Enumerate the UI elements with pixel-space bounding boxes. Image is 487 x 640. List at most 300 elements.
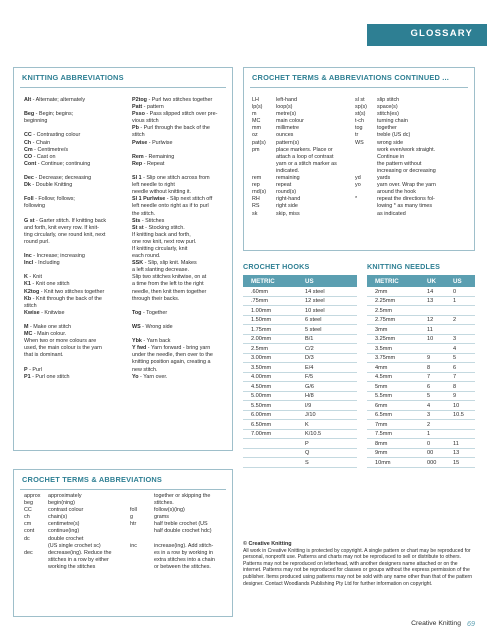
table-row (243, 335, 357, 345)
glossary-row (130, 514, 230, 521)
glossary-entry (132, 281, 232, 288)
glossary-row (24, 543, 134, 550)
table-cell: 9mm (375, 450, 388, 457)
abbreviation-term: rep (252, 182, 260, 189)
abbreviation-definition: together or skipping the (154, 493, 211, 499)
table-cell: 14 steel (305, 288, 325, 295)
table-cell: 5.50mm (251, 402, 272, 409)
abbreviation-definition: - Continue; continuing (36, 160, 91, 167)
glossary-row (252, 196, 362, 203)
crochet-terms-right-column (130, 493, 230, 571)
glossary-entry (24, 140, 128, 147)
glossary-row (130, 507, 230, 514)
column-header-metric: METRIC (251, 278, 275, 285)
abbreviation-term: Psso (132, 111, 145, 118)
glossary-entry (24, 232, 128, 239)
glossary-entry (132, 196, 232, 203)
abbreviation-definition: remaining (276, 175, 300, 182)
abbreviation-term: CC (24, 132, 32, 139)
table-cell: K (305, 421, 309, 428)
abbreviation-definition: the pattern without (377, 160, 422, 167)
abbreviation-definition: - Yarn forward - bring yarn (146, 345, 211, 352)
abbreviation-definition: If knitting back and forth, (132, 231, 191, 238)
table-cell: 12 steel (305, 298, 325, 305)
glossary-entry (132, 104, 232, 111)
abbreviation-definition: - Centimetre/s (32, 146, 69, 153)
abbreviation-definition: round purl. (24, 238, 50, 245)
glossary-entry (24, 324, 128, 331)
table-cell: G/6 (305, 383, 315, 390)
abbreviation-term: t-ch (355, 118, 364, 125)
table-cell: 9 (453, 393, 457, 400)
abbreviation-definition: under the needle, then over to the (132, 352, 213, 359)
abbreviation-definition: - Make one stitch (28, 324, 72, 330)
abbreviation-term: K (24, 274, 28, 281)
table-row (243, 439, 357, 449)
abbreviation-definition: pattern(s) (276, 139, 300, 146)
abbreviation-definition: millimetre (276, 125, 300, 132)
glossary-row (355, 97, 473, 104)
crochet-hooks-title: CROCHET HOOKS (243, 262, 310, 271)
knitting-abbreviations-right-column (132, 97, 232, 381)
abbreviation-definition: - Follow; follows; (33, 196, 75, 203)
table-row (243, 316, 357, 326)
abbreviation-term: cm (24, 521, 32, 528)
divider (20, 489, 226, 490)
table-row (367, 287, 475, 297)
table-row (243, 373, 357, 383)
table-row (367, 401, 475, 411)
crochet-continued-left-column (252, 97, 362, 218)
abbreviation-definition: follow(s)(ing) (154, 507, 185, 514)
abbreviation-term: Alt (24, 97, 32, 103)
abbreviation-definition: half double crochet hdc) (154, 528, 212, 535)
table-cell: 2.00mm (251, 336, 272, 343)
glossary-entry (132, 310, 232, 317)
table-cell: 4.00mm (251, 374, 272, 381)
abbreviation-definition: yards (377, 175, 391, 182)
abbreviation-term: K1 (24, 281, 31, 288)
abbreviation-definition: Slip two stitches knitwise, on at (132, 274, 207, 281)
abbreviation-term: g (130, 514, 133, 521)
table-row (367, 373, 475, 383)
table-row (367, 325, 475, 335)
abbreviation-definition: working the stitches (48, 563, 96, 570)
table-row (367, 344, 475, 354)
table-cell: 12 (427, 317, 434, 324)
abbreviation-term: CO (24, 153, 33, 160)
abbreviation-term: sp(s) (355, 104, 367, 111)
abbreviation-definition: - Yarn over. (138, 373, 168, 380)
glossary-entry (132, 324, 232, 331)
box-header (244, 68, 474, 86)
abbreviation-definition: - Pass slipped stitch over pre- (144, 111, 218, 118)
table-cell: 000 (427, 459, 437, 466)
abbreviation-term: lp(s) (252, 104, 263, 111)
abbreviation-definition: repeat (276, 182, 292, 189)
table-cell: 5 (453, 355, 457, 362)
table-row (243, 392, 357, 402)
abbreviation-definition: - Knit through the back of the (31, 295, 102, 302)
glossary-row (252, 125, 362, 132)
glossary-row (355, 132, 473, 139)
abbreviation-definition: - Wrong side (140, 324, 173, 330)
glossary-entry (24, 203, 128, 210)
abbreviation-definition: - Cast on (32, 153, 56, 160)
glossary-row (130, 500, 230, 507)
glossary-row (355, 118, 473, 125)
glossary-entry (24, 260, 128, 267)
abbreviation-definition: increasing or decreasing (377, 167, 436, 174)
table-cell: Q (305, 450, 310, 457)
glossary-entry (132, 97, 232, 104)
table-cell: H/8 (305, 393, 314, 400)
glossary-row (252, 211, 362, 218)
glossary-row (130, 493, 230, 500)
table-cell: 7 (453, 374, 457, 381)
abbreviation-term: St st (132, 224, 144, 231)
abbreviation-term: Dk (24, 182, 31, 189)
table-cell: B/1 (305, 336, 314, 343)
glossary-entry (132, 161, 232, 168)
table-row (367, 297, 475, 307)
abbreviation-term: MC (252, 118, 261, 125)
abbreviation-term: Y fwd (132, 345, 147, 352)
glossary-entry (132, 211, 232, 218)
glossary-entry (132, 338, 232, 345)
abbreviation-definition: beginning (24, 118, 48, 125)
abbreviation-definition: - Together (141, 309, 168, 316)
knitting-abbreviations-left-column (24, 97, 128, 381)
abbreviation-term: MC (24, 331, 33, 338)
abbreviation-term: Kwise (24, 309, 40, 316)
table-cell: 4 (427, 402, 431, 409)
glossary-row (24, 514, 134, 521)
abbreviation-term: Sl 1 Purlwise (132, 196, 166, 203)
glossary-entry (132, 132, 232, 139)
abbreviation-definition: vious stitch (132, 118, 159, 125)
abbreviation-term: Rem (132, 153, 144, 160)
glossary-entry (132, 225, 232, 232)
table-row (367, 335, 475, 345)
glossary-entry (132, 253, 232, 260)
abbreviation-definition: left needle onto right as if to purl (132, 203, 209, 210)
glossary-entry (132, 345, 232, 352)
abbreviation-definition: - Knit one stitch (30, 281, 70, 288)
table-cell: 8mm (375, 440, 388, 447)
abbreviation-definition: yarn or a stitch marker as (276, 160, 337, 167)
glossary-entry (24, 239, 128, 246)
abbreviation-term: RH (252, 196, 260, 203)
table-cell: 1.00mm (251, 307, 272, 314)
table-cell: 7mm (375, 421, 388, 428)
glossary-entry (24, 345, 128, 352)
table-cell: 13 (427, 298, 434, 305)
table-cell: 10 (453, 402, 460, 409)
abbreviation-definition: contrast colour (48, 507, 84, 514)
page-header (0, 0, 487, 62)
abbreviation-term: Incl (24, 260, 34, 267)
abbreviation-definition: approximately (48, 493, 82, 499)
crochet-terms-continued-box (243, 67, 475, 251)
knitting-needles-table (367, 275, 475, 468)
glossary-entry (132, 260, 232, 267)
box-header (14, 470, 232, 488)
table-cell: 3.25mm (375, 336, 396, 343)
table-cell: 3.00mm (251, 355, 272, 362)
abbreviation-definition: - Double Knitting (30, 182, 73, 189)
abbreviation-definition: right side (276, 203, 298, 210)
abbreviation-definition: the stitch. (132, 210, 156, 217)
abbreviation-definition: loop(s) (276, 104, 293, 111)
table-cell: 6 steel (305, 317, 322, 324)
glossary-entry (24, 296, 128, 303)
glossary-row (355, 161, 473, 168)
crochet-terms-continued-title: CROCHET TERMS & ABBREVIATIONS CONTINUED ... (252, 73, 450, 82)
column-header-uk: UK (427, 278, 436, 285)
abbreviation-definition: - Contrasting colour (31, 132, 81, 139)
column-header-us: US (453, 278, 462, 285)
copyright-title: © Creative Knitting (243, 541, 292, 547)
abbreviation-definition: and forth, knit every row. If knit- (24, 224, 99, 231)
glossary-row (355, 175, 473, 182)
abbreviation-term: pm (252, 146, 260, 153)
abbreviation-term: Ybk (132, 338, 142, 345)
abbreviation-term: WS (132, 324, 141, 330)
glossary-entry (24, 161, 128, 168)
table-cell: 5 (427, 393, 431, 400)
abbreviation-definition: - pattern (142, 104, 164, 111)
abbreviation-term: Inc (24, 253, 32, 260)
abbreviation-definition: - Decrease; decreasing (33, 175, 92, 182)
abbreviation-definition: - Knitwise (39, 309, 65, 316)
abbreviation-definition: that is dominant. (24, 352, 64, 359)
table-cell: 3.5mm (375, 345, 393, 352)
table-cell: 6 (453, 364, 457, 371)
glossary-row (355, 182, 473, 189)
abbreviation-term: G st (24, 217, 35, 224)
knitting-abbreviations-box (13, 67, 233, 451)
page-number: 69 (467, 619, 475, 628)
abbreviation-definition: stitches. (154, 500, 174, 507)
glossary-entry (132, 289, 232, 296)
table-cell: 8 (453, 383, 457, 390)
abbreviation-term: CC (24, 507, 32, 514)
abbreviation-definition: around the hook (377, 189, 416, 196)
glossary-entry (132, 296, 232, 303)
abbreviation-definition: stitches in a row by either (48, 556, 109, 563)
glossary-entry (24, 111, 128, 118)
glossary-entry (24, 118, 128, 125)
table-cell: 6mm (375, 402, 388, 409)
table-cell: 2.5mm (251, 345, 269, 352)
glossary-row (252, 111, 362, 118)
glossary-entry (132, 352, 232, 359)
abbreviation-definition: - Knit (27, 274, 42, 281)
table-cell: 10mm (375, 459, 391, 466)
knitting-abbreviations-title: KNITTING ABBREVIATIONS (22, 73, 124, 82)
glossary-entry (132, 189, 232, 196)
table-row (243, 354, 357, 364)
table-cell: .60mm (251, 288, 269, 295)
abbreviation-term: Sl 1 (132, 175, 142, 182)
glossary-entry (24, 196, 128, 203)
glossary-row (355, 111, 473, 118)
abbreviation-term: P2tog (132, 97, 147, 103)
table-cell: I/9 (305, 402, 312, 409)
table-cell: D/3 (305, 355, 314, 362)
abbreviation-definition: ounces (276, 132, 294, 139)
abbreviation-definition: When two or more colours are (24, 338, 97, 345)
glossary-row (252, 104, 362, 111)
crochet-terms-left-column (24, 493, 137, 571)
glossary-row (252, 189, 362, 196)
page-title: GLOSSARY (410, 28, 473, 39)
abbreviation-term: Pb (132, 125, 139, 132)
table-cell: 6.00mm (251, 412, 272, 419)
abbreviation-term: Cont (24, 160, 37, 167)
abbreviation-term: yd (355, 175, 361, 182)
table-cell: 3.75mm (375, 355, 396, 362)
glossary-row (252, 140, 362, 147)
glossary-entry (132, 374, 232, 381)
table-cell: 4 (453, 345, 457, 352)
abbreviation-definition: needle without knitting it. (132, 189, 192, 196)
abbreviation-definition: or between the stitches. (154, 563, 211, 570)
table-cell: 3 (427, 412, 431, 419)
glossary-row (355, 196, 473, 203)
abbreviation-definition: Continue in (377, 153, 405, 160)
knitting-needles-title: KNITTING NEEDLES (367, 262, 441, 271)
glossary-entry (132, 203, 232, 210)
column-header-us: US (305, 278, 314, 285)
glossary-row (355, 140, 473, 147)
table-cell: 4mm (375, 364, 388, 371)
table-cell: 4.50mm (251, 383, 272, 390)
abbreviation-term: P1 (24, 373, 31, 380)
glossary-entry (24, 154, 128, 161)
abbreviation-term: tog (355, 125, 363, 132)
abbreviation-definition: - Slip next stitch off (165, 196, 213, 203)
abbreviation-definition: each round. (132, 253, 161, 260)
abbreviation-definition: needle, then knit them together (132, 288, 207, 295)
glossary-entry (24, 97, 128, 104)
glossary-entry (24, 225, 128, 232)
abbreviation-definition: - Slip, slip knit. Makes (143, 260, 197, 267)
glossary-entry (24, 310, 128, 317)
abbreviation-definition: place markers. Place or (276, 146, 333, 153)
abbreviation-term: foll (130, 507, 137, 514)
copyright-body: All work in Creative Knitting is protected by copyright. A single pattern or chart may be reproduced for personal, nonprofit use. Patterns and charts may not be reproduced to sell or distribute to others. Patterns may not be reproduced on letterhead, with another designers name attached or on the internet. Patterns may not be reproduced for classes or groups without the express permission of the publisher. Items produced using patterns may not be sold with any name other than that of the pattern designer. Contact Woodlands Publishing Pty Ltd for further information on copyright. (243, 547, 473, 587)
table-cell: C/2 (305, 345, 314, 352)
abbreviation-definition: (US single crochet sc) (48, 542, 101, 549)
table-header (367, 275, 475, 287)
abbreviation-term: inc (130, 542, 137, 549)
abbreviation-definition: a time from the left to the right (132, 281, 204, 288)
glossary-row (355, 104, 473, 111)
table-cell: 7.5mm (375, 431, 393, 438)
glossary-entry (132, 118, 232, 125)
glossary-row (24, 500, 134, 507)
divider (20, 87, 226, 88)
table-cell: 13 (453, 450, 460, 457)
table-cell: 0 (453, 288, 457, 295)
abbreviation-definition: extra stitches into a chain (154, 556, 215, 563)
table-cell: 2 (453, 317, 457, 324)
abbreviation-term: SSK (132, 260, 144, 267)
glossary-entry (132, 111, 232, 118)
abbreviation-definition: through their backs. (132, 295, 180, 302)
abbreviation-definition: stitch (132, 132, 145, 139)
abbreviation-term: ch (24, 514, 30, 521)
abbreviation-definition: - Stitches (140, 217, 165, 224)
glossary-row (252, 132, 362, 139)
abbreviation-term: Tog (132, 309, 142, 316)
table-cell: J/10 (305, 412, 316, 419)
table-cell: 10.5 (453, 412, 464, 419)
table-row (367, 392, 475, 402)
abbreviation-term: st(s) (355, 111, 366, 118)
abbreviation-definition: - Chain (31, 139, 51, 146)
glossary-row (24, 557, 134, 564)
glossary-entry (24, 289, 128, 296)
glossary-entry (24, 352, 128, 359)
table-cell: 11 (427, 326, 433, 333)
box-header (14, 68, 232, 86)
glossary-entry (24, 274, 128, 281)
copyright-notice (243, 541, 475, 587)
table-row (367, 449, 475, 459)
abbreviation-definition: left-hand (276, 97, 297, 103)
table-row (243, 325, 357, 335)
table-cell: 4.5mm (375, 374, 393, 381)
glossary-row (252, 147, 362, 154)
glossary-row (130, 521, 230, 528)
crochet-continued-right-column (355, 97, 473, 218)
abbreviation-term: Yo (132, 373, 139, 380)
table-row (367, 382, 475, 392)
table-cell: 6 (427, 383, 431, 390)
table-cell: 5.5mm (375, 393, 393, 400)
table-row (367, 354, 475, 364)
table-row (243, 420, 357, 430)
table-body (367, 287, 475, 468)
table-cell: 6.50mm (251, 421, 272, 428)
abbreviation-definition: left needle to right (132, 182, 175, 189)
abbreviation-definition: slip stitch (377, 97, 400, 103)
glossary-row (130, 550, 230, 557)
abbreviation-definition: - Including (33, 260, 60, 267)
table-cell: 2.75mm (375, 317, 396, 324)
glossary-row (130, 543, 230, 550)
glossary-row (130, 557, 230, 564)
abbreviation-definition: metre(s) (276, 111, 297, 118)
table-cell: 2mm (375, 288, 388, 295)
abbreviation-definition: turning chain (377, 118, 408, 125)
table-cell: 1.50mm (251, 317, 272, 324)
abbreviation-definition: - Increase; increasing (31, 253, 85, 260)
crochet-terms-title: CROCHET TERMS & ABBREVIATIONS (22, 475, 163, 484)
glossary-entry (132, 359, 232, 366)
table-cell: F/5 (305, 374, 314, 381)
abbreviation-definition: used, the main colour is the yarn (24, 345, 102, 352)
abbreviation-definition: - Slip one stitch across from (141, 175, 210, 182)
abbreviation-definition: a left slanting decrease. (132, 267, 189, 274)
glossary-entry (24, 338, 128, 345)
table-cell: 0 (427, 440, 431, 447)
table-row (367, 411, 475, 421)
glossary-entry (132, 267, 232, 274)
